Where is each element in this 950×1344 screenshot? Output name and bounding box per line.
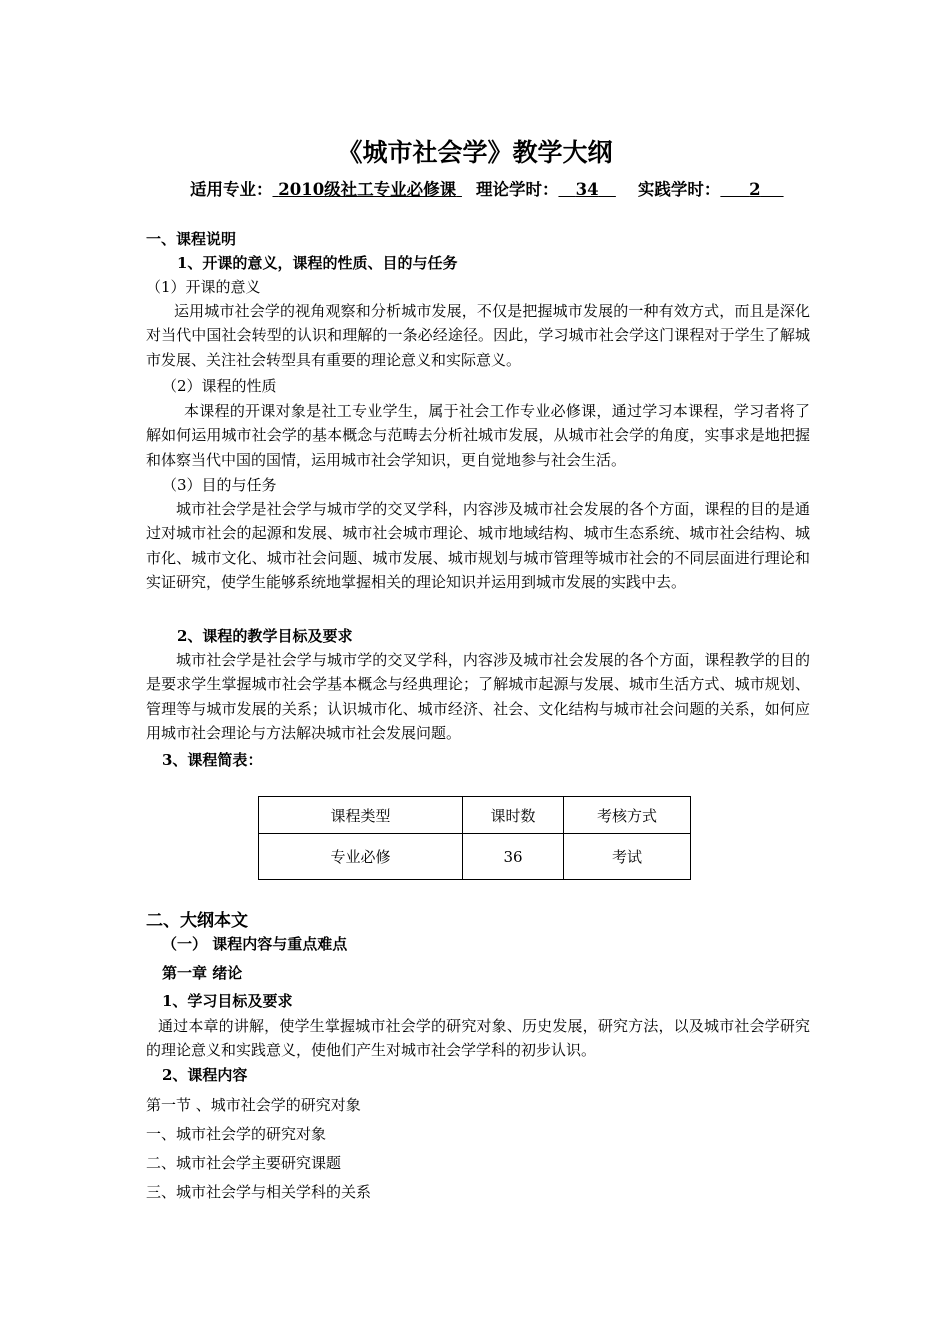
table-cell: 36: [463, 834, 564, 880]
p3-label: （3）目的与任务: [162, 476, 277, 494]
list-item: 二、城市社会学主要研究课题: [146, 1154, 342, 1172]
section2-sub-heading: （一） 课程内容与重点难点: [162, 935, 348, 953]
table-header-cell: 课时数: [463, 797, 564, 834]
p1-label: （1）开课的意义: [146, 278, 261, 296]
section1-sub2-heading: 2、课程的教学目标及要求: [177, 627, 353, 645]
chapter-heading: 第一章 绪论: [162, 964, 243, 982]
section1-sub1-heading: 1、开课的意义，课程的性质、目的与任务: [177, 254, 458, 272]
p2-text: 本课程的开课对象是社工专业学生，属于社会工作专业必修课，通过学习本课程，学习者将了解如何运用城市社会学的基本概念与范畴去分析社城市发展，从城市社会学的角度，实事求是地把握和体察当代中国的国情，运用城市社会学知识，更自觉地参与社会生活。: [146, 402, 810, 469]
course-meta: [190, 176, 784, 200]
theory-hours-value: 34: [575, 180, 599, 199]
major-label: 适用专业：: [190, 180, 273, 199]
table-header-cell: 课程类型: [259, 797, 463, 834]
table-header-row: [259, 797, 691, 834]
theory-hours-label: 理论学时：: [475, 180, 559, 199]
table-cell: 考试: [564, 834, 691, 880]
major-value: 2010级社工专业必修课: [278, 180, 457, 199]
p3-text: 城市社会学是社会学与城市学的交叉学科，内容涉及城市社会发展的各个方面，课程的目的是通过对城市社会的起源和发展、城市社会城市理论、城市地域结构、城市生态系统、城市社会结构、城市化、城市文化、城市社会问题、城市发展、城市规划与城市管理等城市社会的不同层面进行理论和实证研究，使学生能够系统地掌握相关的理论知识并运用到城市发展的实践中去。: [146, 500, 810, 591]
table-row: [259, 834, 691, 880]
course-summary-table: [258, 796, 691, 880]
practice-hours-label: 实践学时：: [637, 180, 721, 199]
sub2-text: 城市社会学是社会学与城市学的交叉学科，内容涉及城市社会发展的各个方面，课程教学的目的是要求学生掌握城市社会学基本概念与经典理论；了解城市起源与发展、城市生活方式、城市规划、管理等与城市发展的关系；认识城市化、城市经济、社会、文化结构与城市社会问题的关系，如何应用城市社会理论与方法解决城市社会发展问题。: [146, 651, 810, 742]
p1-text: 运用城市社会学的视角观察和分析城市发展，不仅是把握城市发展的一种有效方式，而且是深化对当代中国社会转型的认识和理解的一条必经途径。因此，学习城市社会学这门课程对于学生了解城市发展、关注社会转型具有重要的理论意义和实际意义。: [146, 302, 810, 369]
p2-label: （2）课程的性质: [162, 377, 277, 395]
section1-heading: 一、课程说明: [146, 230, 237, 248]
practice-hours-value: 2: [749, 180, 761, 199]
list-item: 三、城市社会学与相关学科的关系: [146, 1183, 372, 1201]
section1-sub3-heading: 3、课程简表：: [162, 751, 263, 769]
table-header-cell: 考核方式: [564, 797, 691, 834]
goal-heading: 1、学习目标及要求: [162, 992, 293, 1010]
content-heading: 2、课程内容: [162, 1066, 248, 1084]
table-cell: 专业必修: [259, 834, 463, 880]
section2-heading: 二、大纲本文: [146, 911, 248, 931]
list-item: 一、城市社会学的研究对象: [146, 1125, 327, 1143]
goal-text: 通过本章的讲解，使学生掌握城市社会学的研究对象、历史发展，研究方法，以及城市社会学研究的理论意义和实践意义，使他们产生对城市社会学学科的初步认识。: [146, 1017, 810, 1060]
list-item: 第一节 、城市社会学的研究对象: [146, 1096, 361, 1114]
page-title: 《城市社会学》教学大纲: [337, 138, 613, 167]
